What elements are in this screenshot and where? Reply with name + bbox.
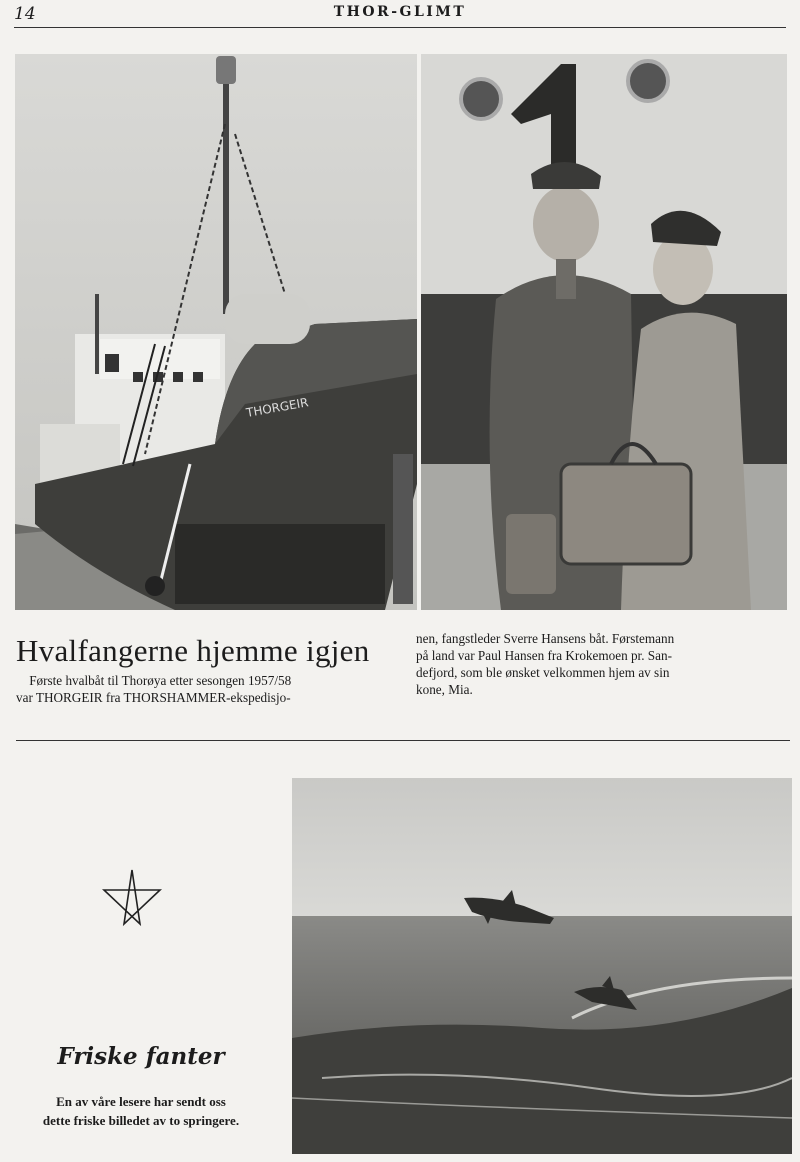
ship-photo bbox=[15, 54, 417, 610]
section-divider bbox=[16, 740, 790, 741]
dolphins-photo bbox=[292, 778, 792, 1154]
article-body-column-2: nen, fangstleder Sverre Hansens båt. Førstemann på land var Paul Hansen fra Krokemoen pr. San- defjord, som ble ønsket velkommen hjem av sin kone, Mia. bbox=[416, 631, 675, 697]
couple-photo bbox=[421, 54, 787, 610]
star-ornament-icon bbox=[100, 866, 164, 930]
running-title: THOR-GLIMT bbox=[333, 4, 467, 20]
article-headline: Hvalfangerne hjemme igjen bbox=[16, 633, 370, 668]
ship-hull-name: THORGEIR bbox=[245, 395, 310, 420]
article-body-column-1: Første hvalbåt til Thorøya etter sesongen 1957/58 var THORGEIR fra THORSHAMMER-ekspedisjo- bbox=[16, 673, 292, 705]
header-rule bbox=[14, 27, 786, 28]
article-2-caption: En av våre lesere har sendt oss dette friske billedet av to springere. bbox=[42, 1094, 240, 1128]
page-number: 14 bbox=[14, 4, 36, 24]
article-2-title: Friske fanter bbox=[57, 1043, 225, 1070]
